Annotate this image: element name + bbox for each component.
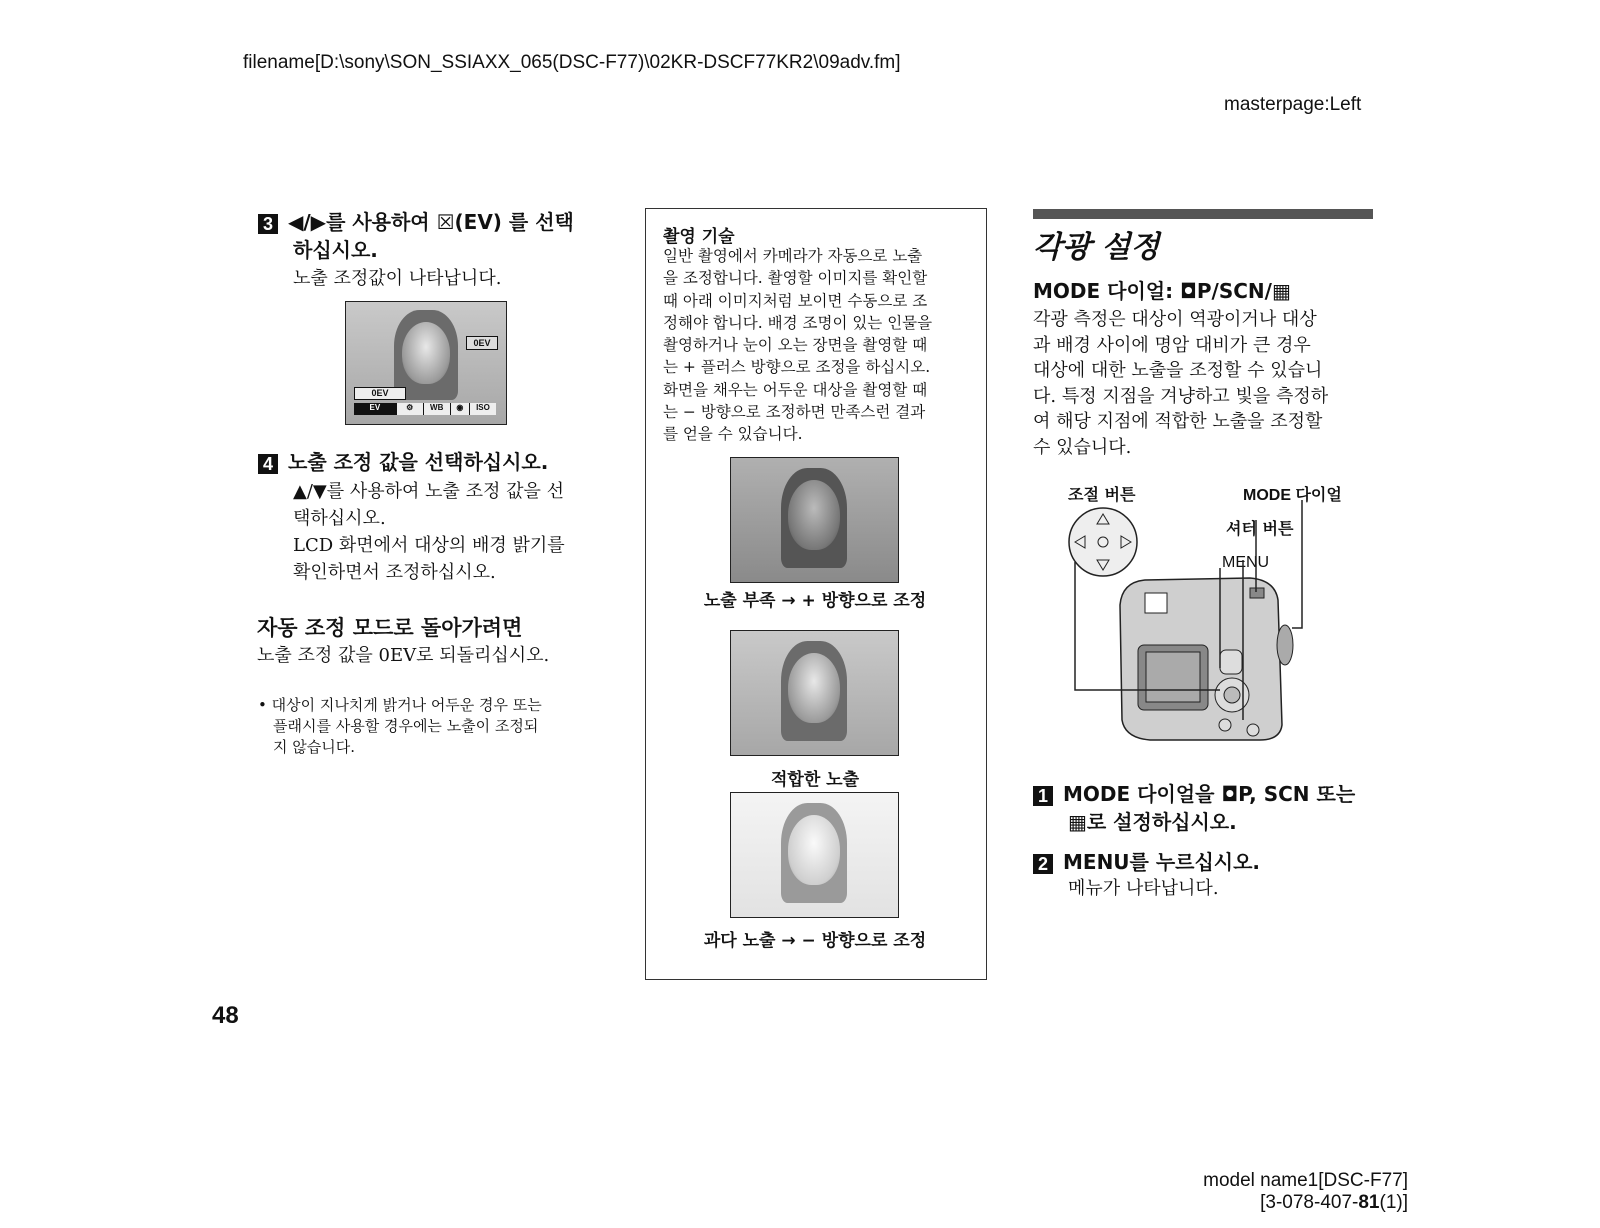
proper-exposure-photo [730,630,899,756]
model-line-1: model name1[DSC-F77] [1203,1170,1408,1191]
step-3-desc: 노출 조정값이 나타납니다. [293,268,502,289]
tip-line: 화면을 채우는 어두운 대상을 촬영할 때 [663,380,928,399]
control-pad-icon [1069,508,1137,576]
underexposed-photo [730,457,899,583]
model-code-suffix: (1)] [1379,1192,1408,1213]
label-menu: MENU [1222,554,1270,571]
tip-line: 를 얻을 수 있습니다. [663,425,803,444]
step-number: 4 [258,454,278,474]
step-number: 1 [1033,786,1053,806]
body-line: 각광 측정은 대상이 역광이거나 대상 [1033,309,1317,330]
section-body [1033,307,1373,460]
lcd-menu-flash-icon: ⚙ [396,403,423,415]
lcd-menu-metering-icon: ◉ [450,403,469,415]
step-3 [258,208,608,292]
body-line: 수 있습니다. [1033,436,1132,458]
lcd-menu-bar [354,403,496,415]
overexposed-caption: 과다 노출 → − 방향으로 조정 [703,931,927,951]
mode-dial-line: MODE 다이얼: ◘P/SCN/▦ [1033,279,1291,303]
label-mode-dial: MODE 다이얼 [1243,487,1342,504]
step-4-line: 확인하면서 조정하십시오. [293,562,496,583]
body-line: 다. 특정 지점을 겨냥하고 빛을 측정하 [1033,385,1329,407]
filename-header: filename[D:\sony\SON_SSIAXX_065(DSC-F77)\02KR-DSCF77KR2\09adv.fm] [243,52,901,73]
lcd-menu-wb: WB [423,403,450,415]
step-4-line: ▲/▼를 사용하여 노출 조정 값을 선 [293,481,565,502]
ev-value-bottom: 0EV [354,387,406,400]
tip-line: 는 + 플러스 방향으로 조정을 하십시오. [663,358,931,377]
label-control-button: 조절 버튼 [1068,485,1136,504]
note-line: 지 않습니다. [273,738,355,756]
tip-text [663,245,983,446]
model-line-2 [1203,1192,1408,1214]
body-line: 여 해당 지점에 적합한 노출을 조정할 [1033,411,1323,432]
note-line: 플래시를 사용할 경우에는 노출이 조정되 [273,717,539,735]
note-line: • 대상이 지나치게 밝거나 어두운 경우 또는 [258,696,542,714]
step-4 [258,448,618,586]
model-code-prefix: [3-078-407- [1260,1192,1359,1213]
step-number: 2 [1033,854,1053,874]
camera-diagram [1060,500,1350,760]
underexposed-caption: 노출 부족 → + 방향으로 조정 [703,591,927,611]
tip-line: 을 조정합니다. 촬영할 이미지를 확인할 [663,269,928,288]
step-number: 3 [258,214,278,234]
right-step-2-title: MENU를 누르십시오. [1063,850,1261,874]
right-step-2 [1033,848,1413,902]
label-shutter-button: 셔터 버튼 [1226,519,1294,538]
proper-exposure-caption: 적합한 노출 [770,770,860,790]
tip-line: 정해야 합니다. 배경 조명이 있는 인물을 [663,313,933,332]
tip-line: 촬영하거나 눈이 오는 장면을 촬영할 때 [663,336,928,355]
tip-title: 촬영 기술 [663,227,735,247]
lcd-screen-image [345,301,507,425]
tip-line: 때 아래 이미지처럼 보이면 수동으로 조 [663,291,928,310]
tip-line: 는 − 방향으로 조정하면 만족스런 결과 [663,403,926,422]
tip-line: 일반 촬영에서 카메라가 자동으로 노출 [663,247,923,265]
step-4-title: 노출 조정 값을 선택하십시오. [288,450,549,474]
camera-body-icon [1120,578,1293,740]
page-number: 48 [212,1002,239,1029]
masterpage-header: masterpage:Left [1224,94,1362,115]
step-4-line: LCD 화면에서 대상의 배경 밝기를 [293,535,565,556]
body-line: 과 배경 사이에 명암 대비가 큰 경우 [1033,334,1311,356]
step-3-title-line1: ◀/▶를 사용하여 ☒(EV) 를 선택 [288,210,574,234]
model-code-bold: 81 [1358,1192,1380,1213]
right-step-1-line1: MODE 다이얼을 ◘P, SCN 또는 [1063,782,1356,806]
body-line: 대상에 대한 노출을 조정할 수 있습니 [1033,360,1323,381]
section-rule [1033,209,1373,219]
auto-mode-text: 노출 조정 값을 0EV로 되돌리십시오. [257,645,550,666]
right-step-1-line2: ▦로 설정하십시오. [1068,810,1237,834]
note [258,695,542,758]
step-4-desc [258,478,618,586]
section-title: 각광 설정 [1033,230,1160,265]
lcd-menu-iso: ISO [469,403,496,415]
auto-mode-heading: 자동 조정 모드로 돌아가려면 [257,616,523,640]
right-step-2-desc: 메뉴가 나타납니다. [1068,878,1219,899]
lcd-menu-ev: EV [354,403,396,415]
ev-value-top: 0EV [466,336,498,350]
step-3-title-line2: 하십시오. [293,238,378,262]
right-step-1 [1033,780,1413,836]
step-4-line: 택하십시오. [293,508,386,529]
model-name [1203,1170,1408,1214]
overexposed-photo [730,792,899,918]
